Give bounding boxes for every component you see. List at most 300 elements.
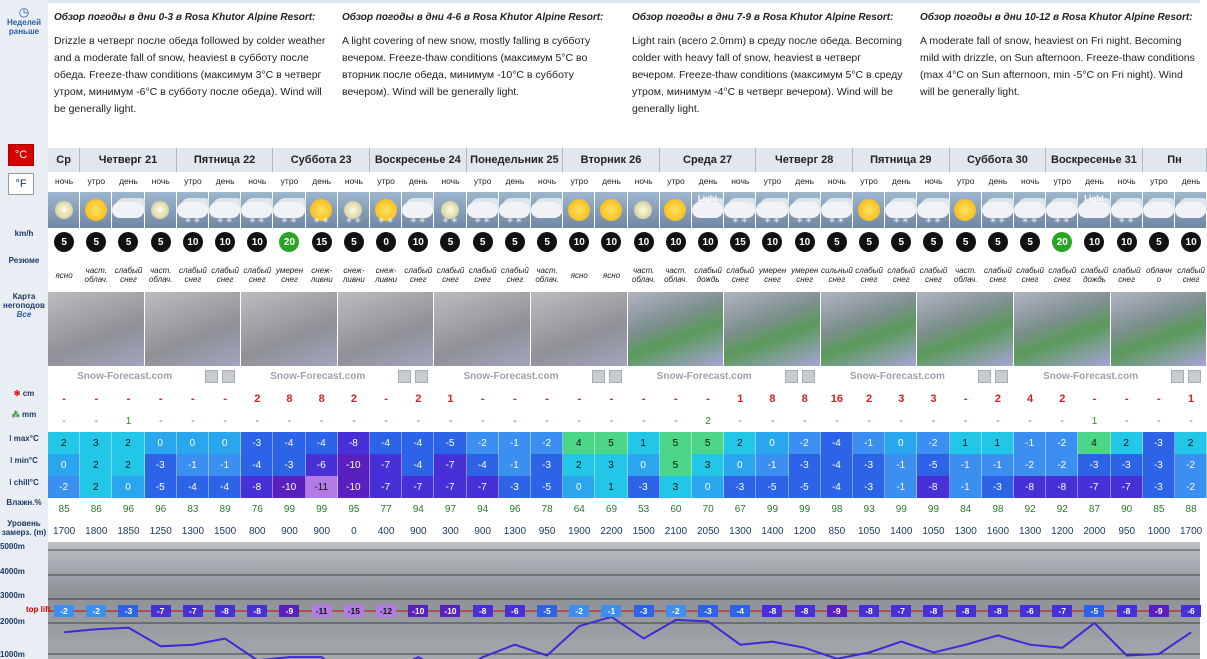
snow-amount: - [158,393,163,405]
max-temperature: -4 [306,432,338,454]
snow-unit: cm [22,389,35,398]
max-temperature: -1 [1014,432,1046,454]
snow-label [0,389,48,398]
weather-icon-cloud-snow [917,192,949,228]
overview-block [342,12,617,101]
weather-icon-sun [595,192,627,228]
top-lift-temperature: -11 [312,605,332,617]
cloud-icon [112,202,143,218]
wind-arrow-icon: 10 [634,232,654,252]
freezing-level: 850 [828,525,846,537]
overview-block [632,12,907,118]
expand-icon[interactable] [592,370,605,383]
day-header: Суббота 30 [950,148,1047,172]
weather-icon-sun-cloud [853,192,885,228]
freezing-level: 1050 [857,525,881,537]
time-of-day-label: ночь [538,176,557,186]
moon-icon [55,201,73,219]
weather-summary: умерен снег [791,266,819,284]
weather-icon-cloud-snow [499,192,531,228]
expand-icon[interactable] [1171,370,1184,383]
snowflake-icon: ✳ ✳ [1021,216,1038,225]
wind-label: km/h [14,229,34,238]
snow-map-thumbnail[interactable] [48,292,145,366]
min-temperature: -1 [499,454,531,476]
min-temperature: 3 [595,454,627,476]
freezing-level: 1300 [503,525,527,537]
weather-icon-cloud-snow [467,192,499,228]
weather-summary: ясно [55,270,73,280]
weather-icon-cloud-snow [177,192,209,228]
weather-icon-cloud-snow [1014,192,1046,228]
rain-amount: - [964,415,968,427]
fahrenheit-button[interactable]: °F [8,173,34,195]
rain-amount: - [577,415,581,427]
sky-text: Light [1084,194,1104,203]
humidity: 99 [927,503,940,515]
map-credit: Snow-Forecast.com [77,370,173,382]
freezing-level-label: Уровень замерз. (m) [1,519,47,537]
min-temperature: 0 [628,454,660,476]
weather-icon-sun-cloud [950,192,982,228]
top-lift-temperature: -12 [376,605,396,617]
wind-arrow-icon: 10 [569,232,589,252]
freezing-level: 2000 [1083,525,1106,537]
freezing-level: 1600 [986,525,1010,537]
humidity: 96 [155,503,167,515]
max-temperature: -4 [370,432,402,454]
snow-amount: 2 [350,393,357,405]
time-of-day-label: ночь [441,176,460,186]
max-temperature: 1 [628,432,660,454]
snow-amount: 2 [254,393,261,405]
wind-arrow-icon: 10 [1181,232,1201,252]
expand-icon[interactable] [398,370,411,383]
weather-icon-sun-cloud [80,192,112,228]
wind-chill: -2 [1175,476,1207,498]
day-header: Четверг 28 [756,148,853,172]
wind-cell [1078,230,1110,254]
humidity: 87 [1088,503,1101,515]
max-temperature: 0 [209,432,241,454]
snow-amount: 2 [415,393,422,405]
top-lift-temperature: -3 [118,605,138,617]
map-all-link[interactable]: Все [16,310,32,319]
top-lift-temperature: -6 [505,605,525,617]
snow-amount: - [94,393,99,405]
map-label [0,292,48,319]
max-temperature: -2 [467,432,499,454]
humidity: 84 [960,503,972,515]
wind-chill: -2 [48,476,80,498]
expand-icon[interactable] [785,370,798,383]
max-temperature: -2 [789,432,821,454]
max-temperature: 2 [724,432,756,454]
wind-arrow-icon: 5 [1020,232,1040,252]
wind-chill: -3 [628,476,660,498]
min-temperature: -4 [467,454,499,476]
snow-map-thumbnail[interactable] [724,292,821,366]
cloud-icon [692,202,723,218]
min-temperature: -3 [1143,454,1175,476]
min-temperature: -3 [853,454,885,476]
wind-cell [48,230,80,254]
wind-cell [531,230,563,254]
sun-icon [568,199,590,221]
humidity-row [48,498,1200,520]
max-temperature: 5 [660,432,692,454]
time-of-day-label: день [1085,176,1104,186]
freezing-level: 1400 [890,525,913,537]
wind-cell [338,230,370,254]
freezing-level: 1700 [1179,525,1203,537]
min-temperature: -1 [756,454,788,476]
max-temperature: 5 [595,432,627,454]
time-of-day-label: утро [280,176,299,186]
rain-amount: - [1125,415,1129,427]
top-lift-temperature: -8 [795,605,815,617]
max-temperature: 3 [80,432,112,454]
wind-cell [595,230,627,254]
min-temperature: -3 [1111,454,1143,476]
map-credit: Snow-Forecast.com [849,370,945,382]
rain-amount: - [1060,415,1064,427]
weather-icon-cloud-snow [209,192,241,228]
snow-amount: 8 [801,393,808,405]
wind-arrow-icon: 10 [698,232,718,252]
weather-summary: слабый снег [1048,266,1077,284]
weather-icon-cloud-snow [885,192,917,228]
freezing-level: 2200 [600,525,623,537]
freezing-level: 1000 [1147,525,1171,537]
time-of-day-label: утро [860,176,878,186]
top-lift-temperature: -5 [537,605,557,617]
max-temperature: 0 [145,432,177,454]
snow-map-thumbnail[interactable] [531,292,628,366]
wind-arrow-icon: 5 [118,232,138,252]
humidity: 76 [251,503,263,515]
snow-amount: - [126,393,131,405]
wind-chill: -5 [789,476,821,498]
zoom-icon[interactable] [222,370,235,383]
freezing-level: 950 [538,525,556,537]
rain-amount: - [996,415,1000,427]
rain-label [0,410,48,419]
thermometer-icon: ǀ [10,456,13,465]
thermometer-icon: ǀ [9,434,12,443]
humidity: 97 [444,503,457,515]
snowflake-icon: ✳ ✳ [281,216,297,225]
humidity: 70 [702,503,714,515]
wind-cell [563,230,595,254]
top-lift-temperature: -5 [1084,605,1104,617]
wind-arrow-icon: 5 [537,232,557,252]
wind-chill: -3 [982,476,1014,498]
snow-amount: - [706,393,710,405]
wind-cell [1111,230,1143,254]
top-lift-temperature: -3 [634,605,654,617]
freezing-level: 800 [248,525,266,537]
min-temperature: -3 [531,454,563,476]
freezing-level: 1050 [922,525,945,537]
weather-summary: част. облач. [84,266,109,284]
zoom-icon[interactable] [415,370,428,383]
rain-amount: - [320,415,324,427]
wind-chill: 0 [692,476,724,498]
min-temperature: 0 [48,454,80,476]
time-of-day-label: ночь [55,176,74,186]
wind-chill: -1 [950,476,982,498]
expand-icon[interactable] [978,370,991,383]
weather-icon-cloud-snow [789,192,821,228]
max-temperature: -4 [402,432,434,454]
wind-chill: -4 [821,476,853,498]
sky-text: Light [697,194,718,203]
max-temperature: -1 [853,432,885,454]
top-lift-temperature: -15 [344,605,364,617]
humidity: 99 [766,503,779,515]
snow-map-thumbnail[interactable] [145,292,242,366]
min-temperature: -1 [885,454,917,476]
snow-map-thumbnail[interactable] [821,292,918,366]
humidity: 95 [348,503,360,515]
top-lift-temperature: -8 [988,605,1008,617]
humidity: 98 [992,503,1004,515]
humidity: 94 [412,503,424,515]
freezing-level: 300 [442,525,459,537]
rain-amount: - [674,415,678,427]
freezing-level: 1200 [1051,525,1074,537]
time-of-day-label: ночь [248,176,267,186]
weather-summary: слабый дождь [694,266,722,284]
top-lift-temperature: -2 [54,605,74,617]
min-temperature: 2 [563,454,595,476]
weather-icon-moon [48,192,80,228]
wind-chill: -5 [756,476,788,498]
clock-icon: ◷ [18,5,30,19]
snow-map-thumbnail[interactable] [1014,292,1111,366]
zoom-icon[interactable] [995,370,1008,383]
earlier-week-link[interactable] [0,6,48,36]
weather-icon-cloud-snow [402,192,434,228]
snowflake-icon: ✳ ✳ [1053,216,1070,225]
wind-chill: -7 [1078,476,1110,498]
celsius-button[interactable]: °C [8,144,34,166]
time-of-day-label: утро [184,176,202,186]
max-temperature: 2 [1175,432,1207,454]
top-lift-temperature: -8 [1117,605,1137,617]
time-of-day-label: ночь [151,176,170,186]
min-temperature: -3 [789,454,821,476]
rain-amount: - [159,415,163,427]
zoom-icon[interactable] [802,370,815,383]
snow-map-thumbnail[interactable] [434,292,531,366]
snowflake-icon: ✳ ✳ [442,216,458,225]
snow-amount: 2 [866,393,873,405]
wind-cell [1046,230,1078,254]
rain-amount: - [1157,415,1161,427]
snow-amount: 1 [447,393,454,405]
freezing-level: 1200 [793,525,816,537]
snow-map-thumbnail[interactable] [628,292,725,366]
top-bar [0,0,1200,3]
top-lift-temperature: -8 [956,605,976,617]
snow-map-thumbnail[interactable] [338,292,435,366]
altitude-chart-svg [48,542,1200,659]
time-of-day-label: ночь [344,176,363,186]
map-credit-row [48,366,1200,386]
min-temperature: -2 [1046,454,1078,476]
min-temperature-row [48,454,1200,476]
alt-label-1000: 1000m [0,650,25,659]
freezing-level: 2100 [664,525,688,537]
day-header-row [48,148,1200,172]
wind-arrow-icon: 5 [151,232,171,252]
humidity: 64 [573,503,585,515]
zoom-icon[interactable] [609,370,622,383]
weather-summary: облачн о [1146,266,1172,284]
wind-cell [499,230,531,254]
snow-map-thumbnail[interactable] [1111,292,1207,366]
top-lift-temperature: -6 [1020,605,1040,617]
overview-text: Drizzle в четверг после обеда followed by colder weather and a moderate fall of snow, heaviest в субботу после обеда. Freeze-thaw conditions (максимум 3°C в четверг утром, минимум -6°C в субботу после обеда). Wind will be generally light. [54,35,326,115]
snowflake-icon: ✳ ✳ [474,216,490,225]
freezing-level: 1250 [149,525,172,537]
overview-block [54,12,329,118]
overview-text: Light rain (всего 2.0mm) в среду после обеда. Becoming colder with heavy fall of snow, heaviest в четверг вечером. Freeze-thaw conditions (максимум 5°C в среду утром, минимум -4°C в четверг вечером). Wind will be generally light. [632,35,903,115]
weather-icon-moon [628,192,660,228]
time-of-day-label: ночь [924,176,943,186]
snow-amount: - [62,393,66,405]
snowflake-icon: ✳ ✳ [313,216,329,225]
min-temperature: -1 [177,454,209,476]
rain-unit: mm [22,410,37,419]
freezing-level: 1300 [181,525,205,537]
weather-summary: слабый снег [1112,266,1141,284]
wind-cell [80,230,112,254]
wind-cell [724,230,756,254]
weather-overview [48,12,1200,142]
wind-cell [209,230,241,254]
snow-amount: - [513,393,517,405]
humidity: 96 [122,503,135,515]
weather-summary: снеж- ливни [375,266,398,284]
max-temperature: 5 [692,432,724,454]
wind-chill: -8 [917,476,949,498]
day-header: Среда 27 [660,148,757,172]
weather-summary: слабый дождь [1080,266,1109,284]
humidity-label: Влажн.% [6,498,42,507]
max-temperature: 0 [756,432,788,454]
freezing-level: 900 [409,525,427,537]
weather-summary: слабый снег [726,266,755,284]
wind-cell [402,230,434,254]
snow-amount: - [1124,393,1129,405]
top-lift-temperature: -2 [666,605,686,617]
cloud-icon [1175,202,1206,218]
snowflake-icon: ✳ ✳ [248,216,265,225]
humidity: 78 [541,503,553,515]
wind-chill: -1 [885,476,917,498]
moon-icon [634,201,652,219]
freezing-level: 1900 [568,525,591,537]
day-header: Пятница 22 [177,148,274,172]
wind-arrow-icon: 10 [215,232,235,252]
humidity: 85 [1153,503,1165,515]
wind-arrow-icon: 5 [988,232,1008,252]
tmin-unit: min°C [14,456,38,465]
min-temperature: -3 [1078,454,1110,476]
weather-icon-cloud [1175,192,1207,228]
top-lift-temperature: -3 [698,605,718,617]
snow-amount: - [1092,393,1097,405]
weather-icon-sun-cloud [660,192,692,228]
weather-summary: слабый снег [919,266,948,284]
weather-summary: слабый снег [178,266,207,284]
weather-summary: слабый снег [211,266,239,284]
top-lift-temperature: -7 [183,605,203,617]
snow-map-thumbnail[interactable] [241,292,338,366]
wind-cell [1143,230,1175,254]
freezing-level: 1850 [117,525,140,537]
sun-icon [858,199,880,221]
weather-icon-cloud-snow [724,192,756,228]
day-header: Вторник 26 [563,148,660,172]
top-lift-temperature: -4 [730,605,750,617]
weather-icon-cloud-snow [756,192,788,228]
wind-arrow-icon: 10 [1084,232,1104,252]
snow-icon: ✻ [13,389,21,398]
wind-chill: 1 [595,476,627,498]
expand-icon[interactable] [205,370,218,383]
weather-icon-cloud [112,192,144,228]
top-lift-temperature: -7 [1052,605,1072,617]
freezing-level-row [48,520,1203,542]
humidity: 77 [380,503,392,515]
wind-arrow-icon: 5 [473,232,493,252]
wind-arrow-icon: 10 [762,232,782,252]
wind-chill: -4 [177,476,209,498]
rain-amount: 1 [1091,415,1098,427]
weather-summary: част. облач. [148,266,173,284]
max-temperature: 1 [982,432,1014,454]
weather-icon-sun-snow [370,192,402,228]
weather-icon-cloud [531,192,563,228]
wind-arrow-icon: 10 [666,232,686,252]
top-lift-temperature: -8 [762,605,782,617]
weather-summary: слабый снег [1016,266,1044,284]
weather-summary: слабый снег [983,266,1012,284]
snow-map-thumbnail[interactable] [917,292,1014,366]
rain-amount: - [352,415,356,427]
min-temperature: -3 [273,454,305,476]
rain-amount: - [867,415,871,427]
wind-chill: -5 [145,476,177,498]
top-lift-temperature: -6 [1181,605,1201,617]
top-lift-temperature: -8 [247,605,267,617]
rain-amount: - [899,415,903,427]
wind-chill: -8 [241,476,273,498]
weather-icon-moon-snow [338,192,370,228]
time-of-day-label: утро [570,176,589,186]
wind-chill: -8 [1014,476,1046,498]
alt-label-5000: 5000m [0,542,25,551]
snow-amount: 16 [830,393,844,405]
snow-amount-row [48,388,1200,410]
chill-unit: chill°C [13,478,39,487]
zoom-icon[interactable] [1188,370,1201,383]
time-of-day-label: утро [1053,176,1072,186]
